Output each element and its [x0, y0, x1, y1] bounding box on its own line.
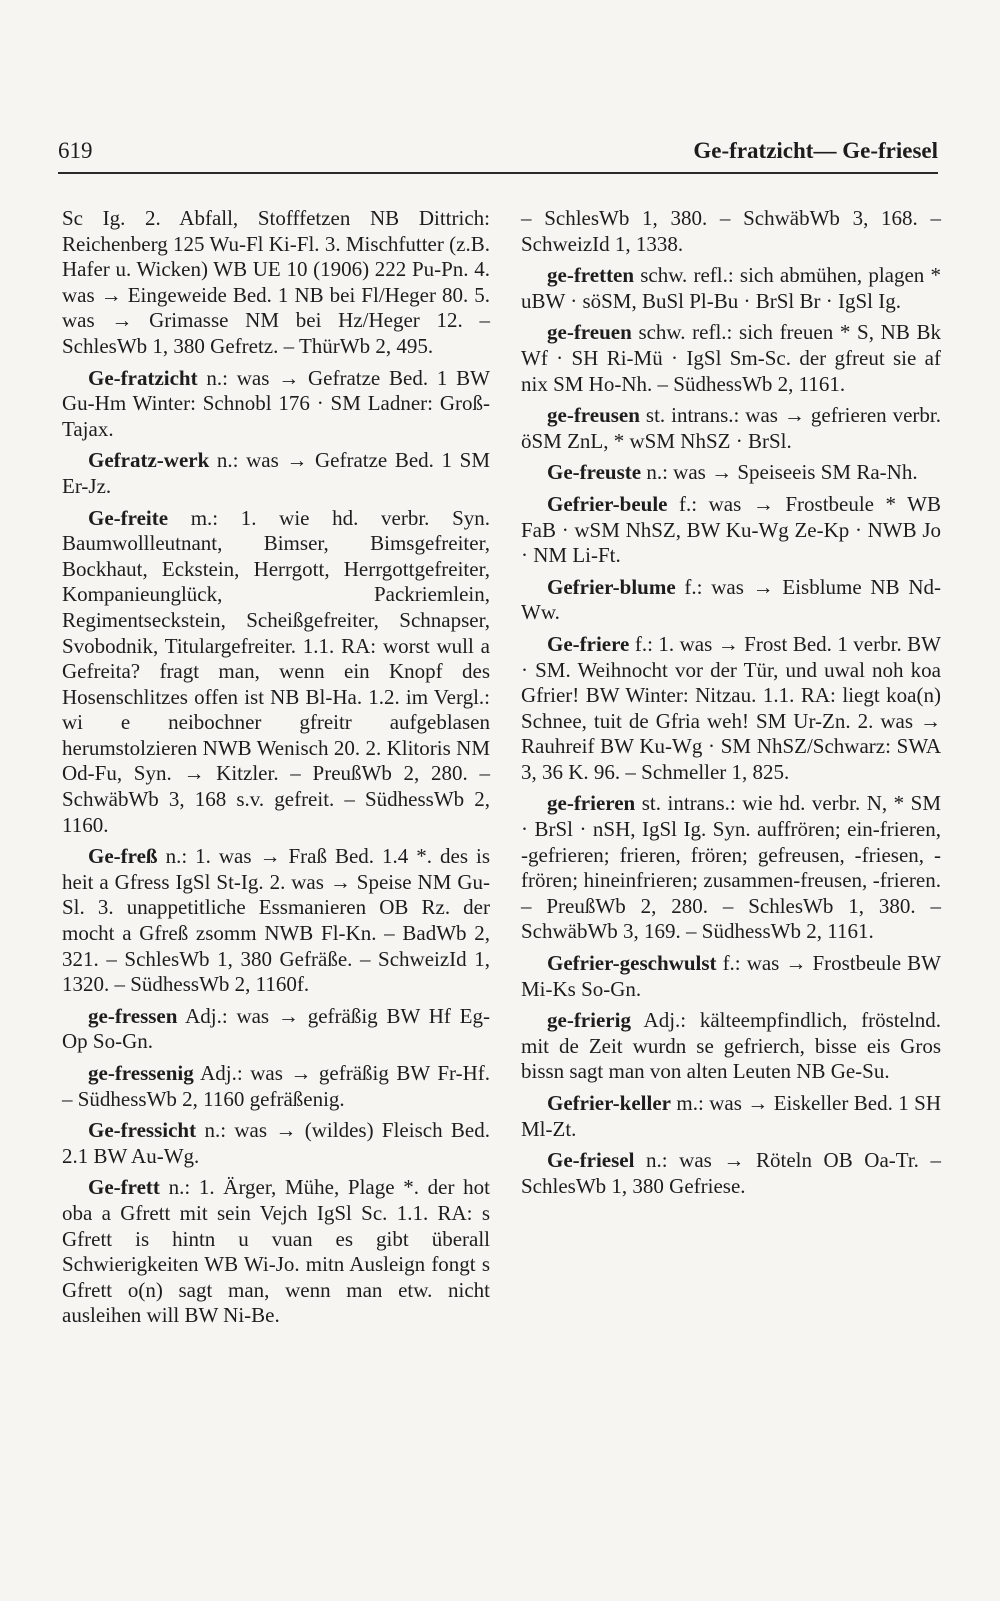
dictionary-entry [62, 1061, 490, 1112]
dictionary-entry [521, 1091, 941, 1142]
entry-text: m.: 1. wie hd. verbr. Syn. Baumwollleutnant, Bimser, Bimsgefreiter, Bockhaut, Eckstein, Herrgott, Herrgottgefreiter, Kompanieunglück, Packriemlein, Regimentseckstein, Scheißgefreiter, Schnapser, Svobodnik, Titulargefreiter. 1.1. RA: worst wull a Gefreita? fragt man, wenn ein Knopf des Hosenschlitzes offen ist NB Bl-Ha. 1.2. im Vergl.: wi e neibochner gfreitr aufgeblasen herumstolzieren NWB Wenisch 20. 2. Klitoris NM Od-Fu, Syn. → Kitzler. – PreußWb 2, 280. – SchwäbWb 3, 168 s.v. gefreit. – SüdhessWb 2, 1160. [62, 505, 491, 837]
dictionary-entry [62, 206, 490, 360]
dictionary-entry [521, 791, 941, 945]
dictionary-entry [521, 1008, 941, 1085]
entry-text: n.: 1. was → Fraß Bed. 1.4 *. des is heit a Gfress IgSl St-Ig. 2. was → Speise NM Gu-Sl. 3. unappetitliche Essmanieren OB Rz. der mocht a Gfreß zsomm NWB Fl-Kn. – BadWb 2, 321. – SchlesWb 1, 380 Gefräße. – SchweizId 1, 1320. – SüdhessWb 2, 1160f. [62, 844, 490, 997]
dictionary-entry [62, 448, 490, 499]
entry-text: f.: was → Frostbeule * WB FaB · wSM NhSZ, BW Ku-Wg Ze-Kp · NWB Jo · NM Li-Ft. [521, 491, 942, 568]
entry-headword: Ge-freß [88, 844, 158, 869]
entry-headword: ge-freuen [547, 320, 632, 345]
dictionary-entry [521, 1148, 941, 1199]
entry-text: n.: was → (wildes) Fleisch Bed. 2.1 BW Au-Wg. [62, 1118, 491, 1168]
dictionary-entry [62, 1004, 490, 1055]
header-rule [58, 172, 938, 174]
dictionary-entry [521, 460, 941, 486]
right-column [521, 206, 941, 1205]
entry-text: n.: was → Gefratze Bed. 1 BW Gu-Hm Winter: Schnobl 176 · SM Ladner: Groß-Tajax. [62, 365, 490, 441]
dictionary-entry [521, 320, 941, 397]
entry-text: schw. refl.: sich abmühen, plagen * uBW · söSM, BuSl Pl-Bu · BrSl Br · IgSl Ig. [521, 263, 941, 313]
entry-headword: Ge-fratzicht [88, 365, 198, 390]
entry-text: f.: 1. was → Frost Bed. 1 verbr. BW · SM. Weihnocht vor der Tür, und uwal noh koa Gfrier! BW Winter: Nitzau. 1.1. RA: liegt koa(n) Schnee, tuit de Gfria weh! SM Ur-Zn. 2. was → Rauhreif BW Ku-Wg · SM NhSZ/Schwarz: SWA 3, 36 K. 96. – Schmeller 1, 825. [521, 631, 941, 784]
dictionary-entry [521, 263, 941, 314]
entry-headword: Gefrier-keller [547, 1091, 671, 1115]
entry-headword: ge-fressen [88, 1003, 178, 1028]
running-head: Ge-fratzicht— Ge-friesel [693, 138, 938, 163]
entry-text: Sc Ig. 2. Abfall, Stofffetzen NB Dittrich: Reichenberg 125 Wu-Fl Ki-Fl. 3. Mischfutter (z.B. Hafer u. Wicken) WB UE 10 (1906) 222 Pu-Pn. 4. was → Eingeweide Bed. 1 NB bei Fl/Heger 80. 5. was → Grimasse NM bei Hz/Heger 12. – SchlesWb 1, 380 Gefretz. – ThürWb 2, 495. [62, 206, 490, 358]
dictionary-entry [521, 492, 941, 569]
entry-text: n.: was → Gefratze Bed. 1 SM Er-Jz. [62, 448, 491, 498]
entry-text: st. intrans.: wie hd. verbr. N, * SM · BrSl · nSH, IgSl Ig. Syn. auffrören; ein-frieren, -gefrieren; frieren, frören; gefreusen, -friesen, -frören; hineinfrieren; zusammen-freusen, -frieren. – PreußWb 2, 280. – SchlesWb 1, 380. – SchwäbWb 3, 169. – SüdhessWb 2, 1161. [521, 791, 942, 944]
entry-text: f.: was → Eisblume NB Nd-Ww. [521, 574, 941, 625]
entry-text: st. intrans.: was → gefrieren verbr. öSM ZnL, * wSM NhSZ · BrSl. [521, 403, 941, 453]
entry-headword: Gefrier-geschwulst [547, 951, 717, 976]
entry-headword: ge-frieren [547, 791, 636, 816]
entry-text: m.: was → Eiskeller Bed. 1 SH Ml-Zt. [521, 1091, 942, 1141]
entry-text: Adj.: kälteempfindlich, fröstelnd. mit de Zeit wurdn se gefrierch, bisse eis Gros bissn sagt man von alten Leuten NB Ge-Su. [521, 1008, 941, 1084]
entry-headword: Gefratz-werk [88, 448, 210, 473]
entry-headword: Ge-freite [88, 505, 169, 530]
dictionary-entry [62, 506, 490, 839]
entry-headword: ge-fretten [547, 263, 635, 288]
entry-text: n.: was → Speiseeis SM Ra-Nh. [646, 460, 918, 485]
entry-text: schw. refl.: sich freuen * S, NB Bk Wf · SH Ri-Mü · IgSl Sm-Sc. der gfreut sie af nix SM Ho-Nh. – SüdhessWb 2, 1161. [521, 320, 942, 396]
dictionary-entry [62, 844, 490, 998]
entry-headword: ge-freusen [547, 403, 640, 428]
dictionary-entry [62, 366, 490, 443]
entry-text: n.: was → Röteln OB Oa-Tr. – SchlesWb 1, 380 Gefriese. [521, 1148, 941, 1198]
entry-text: – SchlesWb 1, 380. – SchwäbWb 3, 168. – SchweizId 1, 1338. [521, 206, 941, 256]
entry-text: Adj.: was → gefräßig BW Hf Eg-Op So-Gn. [62, 1003, 490, 1054]
dictionary-entry [62, 1118, 490, 1169]
dictionary-entry [521, 206, 941, 257]
entry-headword: Gefrier-blume [547, 574, 676, 599]
dictionary-entry [521, 951, 941, 1002]
page-number: 619 [58, 138, 93, 163]
left-column [62, 206, 490, 1335]
dictionary-entry [62, 1175, 490, 1329]
entry-text: Adj.: was → gefräßig BW Fr-Hf. – SüdhessWb 2, 1160 gefräßenig. [62, 1061, 490, 1111]
entry-headword: Ge-friere [547, 631, 630, 656]
entry-headword: Ge-freuste [547, 460, 642, 485]
entry-headword: ge-frierig [547, 1008, 631, 1033]
page-header [58, 138, 938, 172]
entry-text: n.: 1. Ärger, Mühe, Plage *. der hot oba a Gfrett mit sein Vejch IgSl Sc. 1.1. RA: s Gfrett is hintn u vuan es gibt überall Schwierigkeiten WB Wi-Jo. mitn Ausleign fongt s Gfrett o(n) sagt man, wenn man etw. nicht ausleihen will BW Ni-Be. [62, 1175, 490, 1328]
entry-headword: Ge-fressicht [88, 1118, 197, 1143]
dictionary-entry [521, 632, 941, 786]
entry-headword: ge-fressenig [88, 1061, 194, 1085]
dictionary-entry [521, 403, 941, 454]
entry-headword: Gefrier-beule [547, 491, 668, 516]
dictionary-entry [521, 575, 941, 626]
entry-headword: Ge-friesel [547, 1148, 635, 1173]
entry-text: f.: was → Frostbeule BW Mi-Ks So-Gn. [521, 951, 941, 1001]
entry-headword: Ge-frett [88, 1175, 160, 1200]
